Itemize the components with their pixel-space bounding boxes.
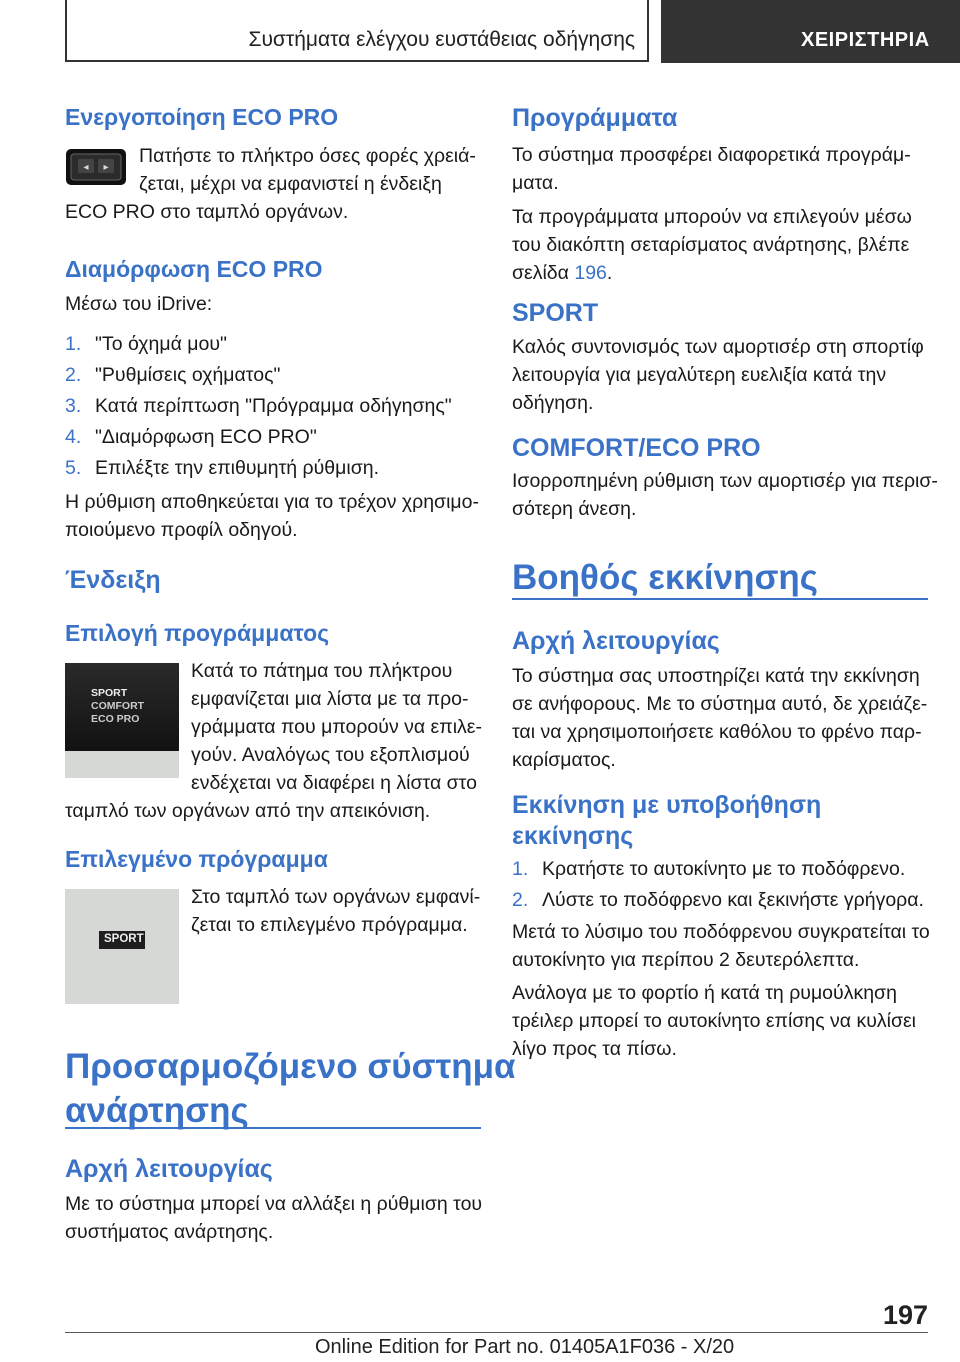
hill-note-line1: Μετά το λύσιμο του ποδόφρενου συγκρατείται το [512, 921, 930, 943]
eco-text-line1: Πατήστε το πλήκτρο όσες φορές χρειά- [139, 145, 476, 167]
hill-principle-line2: σε ανήφορους. Με το σύστημα αυτό, δε χρειάζε- [512, 693, 928, 715]
eco-button-icon [65, 147, 127, 187]
program-item-comfort: COMFORT [91, 700, 145, 712]
chapter-title: Συστήματα ελέγχου ευστάθειας οδήγησης [248, 28, 635, 51]
heading-indication: Ένδειξη [65, 566, 161, 594]
selection-text-line3: γράμματα που μπορούν να επιλε- [191, 716, 482, 738]
selected-text-line1: Στο ταμπλό των οργάνων εμφανί- [191, 886, 481, 908]
selection-text-line2: εμφανίζεται μια λίστα με τα προ- [191, 688, 469, 710]
heading-eco-activation: Ενεργοποίηση ECO PRO [65, 104, 339, 130]
hill-note2-line3: λίγο προς τα πίσω. [512, 1038, 677, 1060]
heading-adaptive-suspension: Προσαρμοζόμενο σύστημα ανάρτησης [65, 1047, 516, 1130]
selection-text-line4: γούν. Αναλόγως του εξοπλισμού [191, 744, 470, 766]
heading-comfort-eco: COMFORT/ECO PRO [512, 434, 761, 462]
comfort-text-line2: σότερη άνεση. [512, 498, 637, 520]
heading-operating-principle: Αρχή λειτουργίας [65, 1155, 273, 1183]
section-tab-label: ΧΕΙΡΙΣΤΗΡΙΑ [801, 29, 930, 51]
program-item-eco: ECO PRO [91, 713, 140, 725]
hill-note2-line2: τρέιλερ μπορεί το αυτοκίνητο επίσης να κυλίσει [512, 1010, 917, 1032]
svg-text:▸: ▸ [103, 162, 109, 173]
selection-text-line6: ταμπλό των οργάνων από την απεικόνιση. [65, 800, 431, 822]
hill-principle-line1: Το σύστημα σας υποστηρίζει κατά την εκκίνηση [512, 665, 920, 687]
heading-hill-start: Εκκίνηση με υποβοήθηση εκκίνησης [512, 791, 822, 850]
program-item-sport: SPORT [91, 687, 128, 699]
programs-text-line1: Το σύστημα προσφέρει διαφορετικά προγράμ- [512, 144, 911, 166]
programs-text2-line3: σελίδα 196. [512, 262, 613, 284]
eco-text-line2: ζεται, μέχρι να εμφανιστεί η ένδειξη [139, 173, 442, 195]
hill-principle-line4: καρίσματος. [512, 749, 616, 771]
heading-program-selection: Επιλογή προγράμματος [65, 620, 330, 646]
section-tab[interactable] [661, 0, 960, 63]
selected-program-badge: SPORT [99, 931, 145, 949]
config-note-line2: ποιούμενο προφίλ οδηγού. [65, 519, 298, 541]
config-note-line1: Η ρύθμιση αποθηκεύεται για το τρέχον χρησιμο- [65, 491, 479, 513]
edition-footer: Online Edition for Part no. 01405A1F036 - X/20 [315, 1336, 735, 1358]
heading-sport: SPORT [512, 299, 599, 327]
programs-text2-line2: του διακόπτη σεταρίσματος ανάρτησης, βλέπε [512, 234, 910, 256]
program-list-screen [65, 663, 179, 751]
page-number: 197 [882, 1300, 928, 1330]
sport-text-line3: οδήγηση. [512, 392, 594, 414]
sport-text-line2: λειτουργία για μεγαλύτερη ευελιξία κατά την [512, 364, 887, 386]
heading-programs: Προγράμματα [512, 104, 678, 132]
heading-selected-program: Επιλεγμένο πρόγραμμα [65, 846, 328, 872]
selection-text-line1: Κατά το πάτημα του πλήκτρου [191, 660, 453, 682]
sport-text-line1: Καλός συντονισμός των αμορτισέρ στη σπορτίφ [512, 336, 924, 358]
principle-text-line2: συστήματος ανάρτησης. [65, 1221, 274, 1243]
programs-text-line2: ματα. [512, 172, 559, 194]
comfort-text-line1: Ισορροπημένη ρύθμιση των αμορτισέρ για περισ- [512, 470, 938, 492]
eco-text-line3: ECO PRO στο ταμπλό οργάνων. [65, 201, 349, 223]
selected-program-image [65, 889, 179, 1004]
footer-divider [65, 1332, 928, 1333]
svg-text:◂: ◂ [83, 162, 89, 173]
selection-text-line5: ενδέχεται να διαφέρει η λίστα στο [191, 772, 477, 794]
hill-principle-line3: ται να χρησιμοποιήσετε καθόλου το φρένο παρ- [512, 721, 922, 743]
hill-note2-line1: Ανάλογα με το φορτίο ή κατά τη ρυμούλκηση [512, 982, 897, 1004]
programs-text2-line1: Τα προγράμματα μπορούν να επιλεγούν μέσω [512, 206, 912, 228]
page-reference-link[interactable]: 196 [574, 262, 607, 284]
config-intro: Μέσω του iDrive: [65, 293, 213, 315]
principle-text-line1: Με το σύστημα μπορεί να αλλάξει η ρύθμιση του [65, 1193, 483, 1215]
heading-hill-start-assist: Βοηθός εκκίνησης [512, 558, 818, 597]
section-divider [512, 598, 928, 600]
heading-hill-principle: Αρχή λειτουργίας [512, 627, 720, 655]
program-list-image [65, 663, 179, 778]
heading-eco-config: Διαμόρφωση ECO PRO [65, 256, 323, 282]
selected-text-line2: ζεται το επιλεγμένο πρόγραμμα. [191, 914, 468, 936]
section-divider [65, 1127, 481, 1129]
header-box [65, 0, 649, 62]
hill-note-line2: αυτοκίνητο για περίπου 2 δευτερόλεπτα. [512, 949, 860, 971]
